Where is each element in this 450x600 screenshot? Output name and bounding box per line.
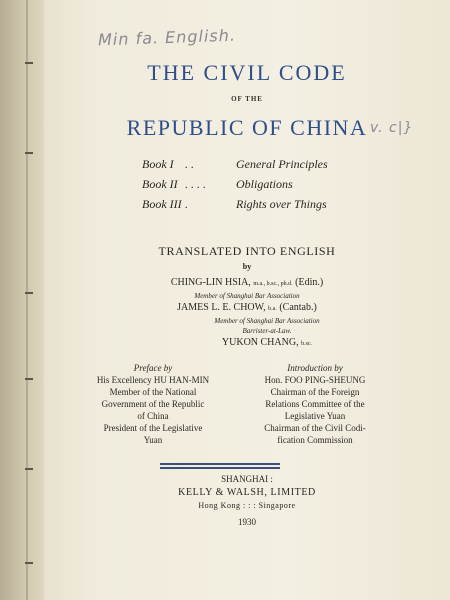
translator-degree-extra: (Cantab.) [279, 302, 317, 313]
introduction-line: Hon. FOO PING-SHEUNG [264, 375, 366, 385]
translator-2-membership: Member of Shanghai Bar Association [214, 317, 320, 325]
leader-dots: . . . . [185, 177, 206, 191]
book-subject: Obligations [236, 177, 293, 191]
binding-mark [25, 292, 33, 294]
binding-mark [25, 62, 33, 64]
binding-mark [25, 152, 33, 154]
translator-3 [64, 337, 450, 348]
book-list [142, 154, 328, 214]
handwritten-volume-note: v. c|} [370, 120, 414, 136]
book-subject: General Principles [236, 157, 328, 171]
translator-name: CHING-LIN HSIA, [170, 277, 251, 288]
introduction-line: Chairman of the Civil Codi- [264, 423, 366, 433]
publication-year: 1930 [238, 517, 256, 527]
leader-dots: . . [185, 157, 194, 171]
title-connector: OF THE [231, 95, 263, 103]
preface-line: Member of the National [109, 387, 197, 397]
introduction-block [240, 362, 390, 446]
book-entry [142, 154, 328, 174]
publisher-locations: Hong Kong : : : Singapore [198, 501, 296, 510]
translator-1 [44, 277, 450, 288]
preface-line: President of the Legislative [103, 423, 203, 433]
main-title-country: REPUBLIC OF CHINA [126, 115, 368, 140]
gutter-fold-line [26, 0, 28, 600]
translator-degrees: b.sc. [301, 341, 313, 347]
by-label: by [242, 262, 252, 271]
book-spine-gutter [0, 0, 44, 600]
preface-line: Government of the Republic [101, 399, 205, 409]
preface-line: of China [137, 411, 169, 421]
translator-degree-extra: (Edin.) [295, 277, 324, 288]
binding-mark [25, 378, 33, 380]
preface-heading: Preface by [133, 363, 173, 373]
preface-block [78, 362, 228, 446]
translator-2 [44, 302, 450, 313]
divider-rule [160, 467, 280, 469]
book-subject: Rights over Things [236, 197, 327, 211]
translator-degrees: m.a., b.sc., ph.d. [253, 281, 293, 287]
leader-dots: . [185, 197, 188, 211]
publisher-name: KELLY & WALSH, LIMITED [178, 487, 316, 498]
introduction-heading: Introduction by [287, 363, 343, 373]
preface-line: Yuan [143, 435, 163, 445]
main-title: THE CIVIL CODE [147, 60, 347, 85]
translator-degrees: b.a. [268, 306, 277, 312]
translated-heading: TRANSLATED INTO ENGLISH [158, 244, 336, 258]
translator-1-membership: Member of Shanghai Bar Association [194, 292, 300, 300]
divider-rule [160, 463, 280, 465]
translator-name: JAMES L. E. CHOW, [177, 302, 266, 313]
introduction-line: Chairman of the Foreign [270, 387, 360, 397]
introduction-line: Legislative Yuan [284, 411, 346, 421]
book-number: Book I [142, 157, 174, 171]
translator-2-role: Barrister-at-Law. [242, 327, 292, 335]
handwritten-note: Min fa. English. [97, 25, 237, 50]
binding-mark [25, 468, 33, 470]
book-number: Book II [142, 177, 178, 191]
preface-line: His Excellency HU HAN-MIN [96, 375, 210, 385]
translator-name: YUKON CHANG, [221, 337, 299, 348]
title-page [44, 0, 450, 600]
introduction-line: fication Commission [277, 435, 353, 445]
book-entry [142, 194, 328, 214]
publisher-city: SHANGHAI : [221, 474, 273, 484]
binding-mark [25, 562, 33, 564]
introduction-line: Relations Committee of the [265, 399, 365, 409]
book-number: Book III [142, 197, 182, 211]
book-entry [142, 174, 328, 194]
